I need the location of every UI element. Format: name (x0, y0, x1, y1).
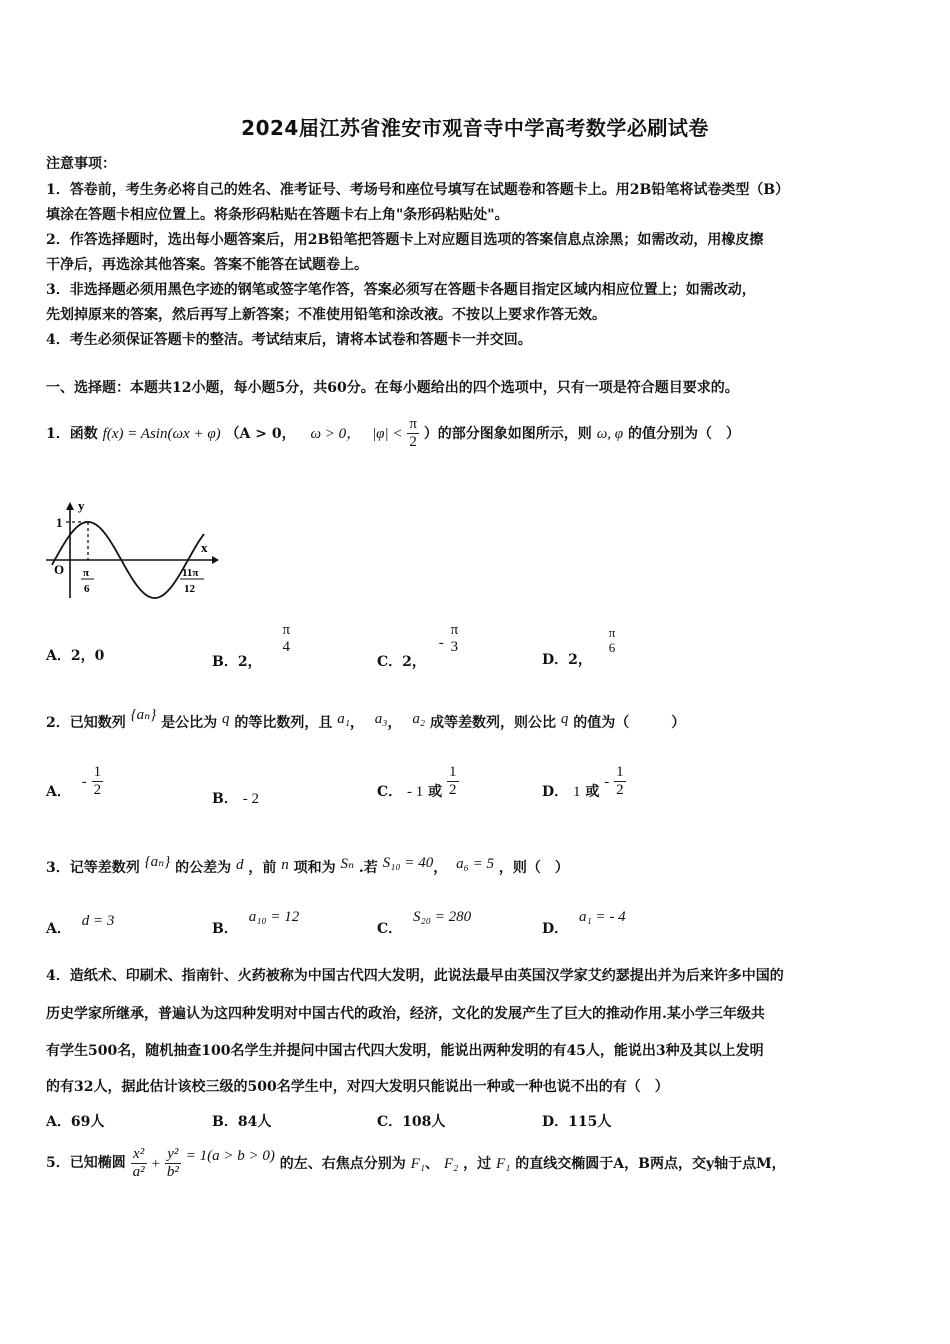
question-4-line-4: 的有32人，据此估计该校三级的500名学生中，对四大发明只能说出一种或一种也说不出的有（ ） (46, 1079, 669, 1095)
question-3: 3．记等差数列 {aₙ} 的公差为 d ，前 n 项和为 Sₙ .若 S₁₀ = 40， a₆ = 5 ，则（ ） (46, 854, 569, 876)
q5-y-frac: $\frac{\text{y²}}{\text{b²}}$ (166, 1146, 179, 1181)
q5-x-frac: $\frac{\text{x²}}{\text{a²}}$ (132, 1146, 145, 1181)
question-4-line-2: 历史学家所继承，普遍认为这四种发明对中国古代的政治，经济，文化的发展产生了巨大的推动作用.某小学三年级共 (46, 1006, 765, 1022)
q1-pi-over-2: $\frac{\pi}{2}$ (409, 416, 417, 451)
y-axis-arrow (66, 502, 74, 510)
notice-line-5: 3．非选择题必须用黑色字迹的钢笔或签字笔作答，答案必须写在答题卡各题目指定区域内相应位置上；如需改动， (46, 282, 756, 298)
notice-line-1: 1．答卷前，考生务必将自己的姓名、准考证号、考场号和座位号填写在试题卷和答题卡上。用2B铅笔将试卷类型（B） (46, 182, 790, 198)
q1-option-a[interactable]: A．2，0 (46, 648, 105, 664)
q1-option-b-frac: π 4 (282, 622, 291, 656)
q4-option-c[interactable]: C．108人 (377, 1114, 446, 1130)
q2-option-a[interactable]: A． - $\frac{1}{2}$ (46, 764, 102, 800)
question-2: 2．已知数列 {aₙ} 是公比为 q 的等比数列，且 a₁， a₃， a₂ 成等差数列，则公比 q 的值为（ ） (46, 707, 686, 731)
tick-11pi-12-num: 11π (182, 567, 199, 579)
q4-option-b[interactable]: B．84人 (212, 1114, 272, 1130)
q3-option-d[interactable]: D． a₁ = - 4 (542, 909, 626, 937)
q1-cond-phi: |φ| < (372, 425, 403, 442)
sine-graph (44, 500, 219, 600)
q3-option-c[interactable]: C． S₂₀ = 280 (377, 909, 472, 937)
question-4-line-3: 有学生500名，随机抽查100名学生并提问中国古代四大发明，能说出两种发明的有45人，能说出3种及其以上发明 (46, 1043, 764, 1059)
notice-line-3: 2．作答选择题时，选出每小题答案后，用2B铅笔把答题卡上对应题目选项的答案信息点涂黑；如需改动，用橡皮擦 (46, 232, 764, 248)
q1-option-d-frac: π 6 (608, 625, 616, 655)
notice-line-2: 填涂在答题卡相应位置上。将条形码粘贴在答题卡右上角"条形码粘贴处"。 (46, 207, 509, 223)
tick-11pi-12-den: 12 (184, 583, 195, 595)
x-axis-label: x (201, 540, 208, 555)
notice-line-7: 4．考生必须保证答题卡的整洁。考试结束后，请将本试卷和答题卡一并交回。 (46, 332, 532, 348)
q4-option-d[interactable]: D．115人 (542, 1114, 612, 1130)
tick-pi-6-den: 6 (84, 583, 90, 595)
y-axis-label: y (78, 500, 85, 513)
q1-cond-omega: ω > 0， (310, 425, 362, 442)
one-label: 1 (56, 515, 63, 530)
q1-option-b[interactable]: B．2， π 4 (212, 622, 291, 671)
notice-heading: 注意事项： (46, 156, 116, 172)
q1-option-c[interactable]: C．2， - π 3 (377, 622, 459, 671)
q1-option-c-frac: π 3 (450, 622, 459, 656)
q3-option-b[interactable]: B． a₁₀ = 12 (212, 909, 300, 937)
origin-label: O (54, 562, 65, 577)
q1-lead: 1．函数 (46, 425, 98, 442)
q1-cond-a: （A > 0， (225, 425, 296, 442)
q2-option-b[interactable]: B． - 2 (212, 791, 259, 807)
section-heading: 一、选择题：本题共12小题，每小题5分，共60分。在每小题给出的四个选项中，只有一项是符合题目要求的。 (46, 380, 739, 396)
q1-tail: ）的部分图象如图所示，则 (423, 425, 592, 442)
q1-function: f(x) = Asin(ωx + φ) (102, 425, 221, 442)
q1-end: 的值分别为（ ） (627, 425, 740, 442)
question-5: 5．已知椭圆 $\frac{\text{x²}}{\text{a²}}$ + $\frac{\text{y²}}{\text{b²}}$ = 1(a > b > 0) 的左、右焦点分别为 F₁、 F₂ ，过 F₁ 的直线交椭圆于A，B两点，交y轴于点M， (46, 1146, 786, 1181)
notice-line-4: 干净后，再选涂其他答案。答案不能答在试题卷上。 (46, 257, 368, 273)
question-4-line-1: 4．造纸术、印刷术、指南针、火药被称为中国古代四大发明，此说法最早由英国汉学家艾约瑟提出并为后来许多中国的 (46, 968, 784, 984)
question-1 (46, 416, 740, 452)
q4-option-a[interactable]: A．69人 (46, 1114, 105, 1130)
q1-option-d[interactable]: D．2， π 6 (542, 625, 616, 668)
tick-pi-6-num: π (83, 567, 90, 579)
notice-line-6: 先划掉原来的答案，然后再写上新答案；不准使用铅笔和涂改液。不按以上要求作答无效。 (46, 307, 606, 323)
q3-option-a[interactable]: A． d = 3 (46, 913, 115, 937)
page-title: 2024届江苏省淮安市观音寺中学高考数学必刷试卷 (241, 116, 709, 140)
q2-option-d[interactable]: D． 1 或 - $\frac{1}{2}$ (542, 764, 624, 800)
q2-option-c[interactable]: C． - 1 或 $\frac{1}{2}$ (377, 764, 457, 800)
q2-seq: {aₙ} (130, 707, 157, 723)
x-axis-arrow (212, 556, 219, 564)
q1-vars: ω, φ (596, 425, 624, 442)
